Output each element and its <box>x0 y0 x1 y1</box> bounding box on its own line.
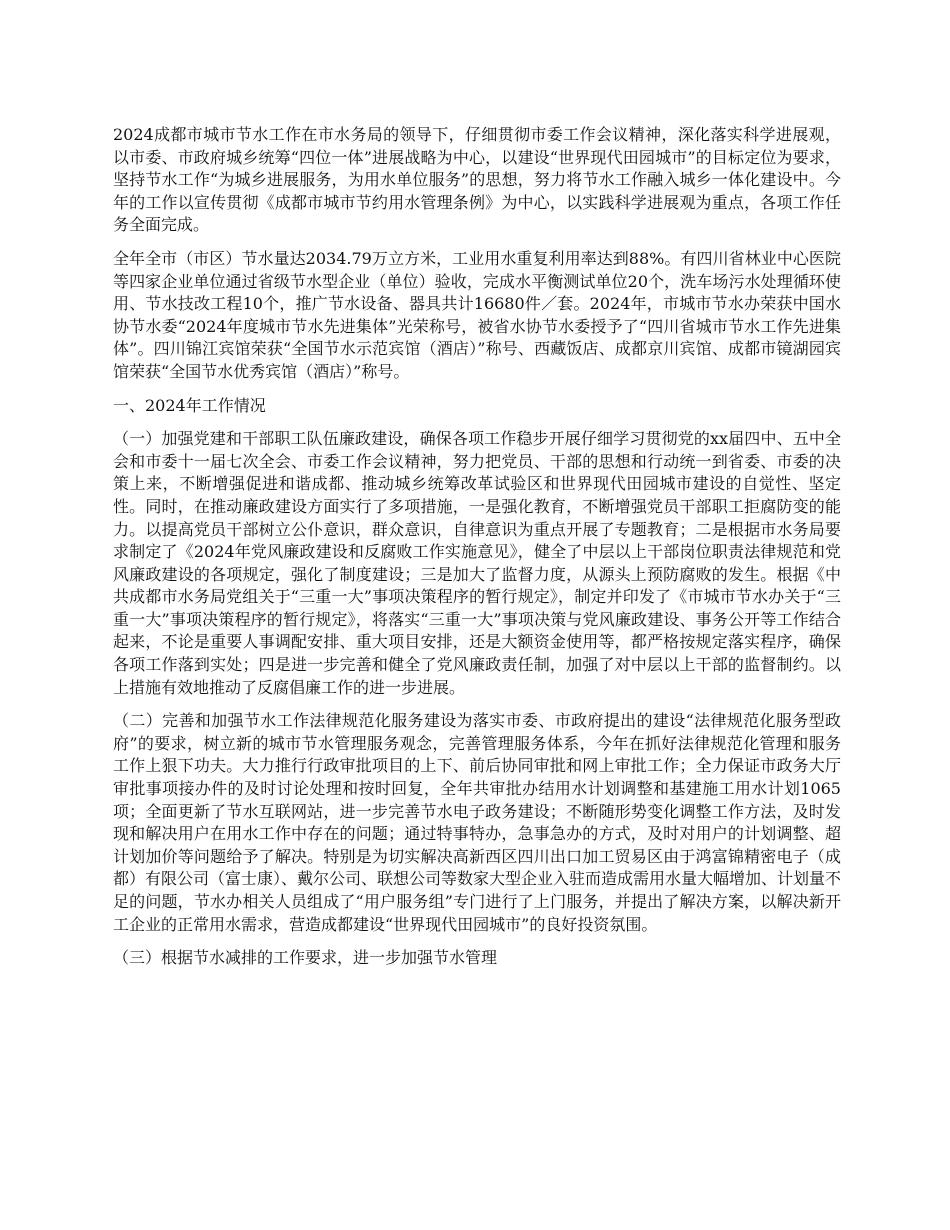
statistics-paragraph: 全年全市（市区）节水量达2034.79万立方米，工业用水重复利用率达到88%。有四川省林业中心医院等四家企业单位通过省级节水型企业（单位）验收，完成水平衡测试单位20个，洗车场污水处理循环使用、节水技改工程10个，推广节水设备、器具共计16680件／套。2024年，市城市节水办荣获中国水协节水委“2024年度城市节水先进集体”光荣称号，被省水协节水委授予了“四川省城市节水工作先进集体”。四川锦江宾馆荣获“全国节水示范宾馆（酒店）”称号、西藏饭店、成都京川宾馆、成都市镜湖园宾馆荣获“全国节水优秀宾馆（酒店）”称号。 <box>113 248 841 381</box>
document-body <box>113 124 841 981</box>
section-heading: 一、2024年工作情况 <box>113 395 266 415</box>
subsection-2-paragraph: （二）完善和加强节水工作法律规范化服务建设为落实市委、市政府提出的建设“法律规范化服务型政府”的要求，树立新的城市节水管理服务观念，完善管理服务体系，今年在抓好法律规范化管理和服务工作上狠下功夫。大力推行行政审批项目的上下、前后协同审批和网上审批工作；全力保证市政务大厅审批事项接办件的及时讨论处理和按时回复，全年共审批办结用水计划调整和基建施工用水计划1065项；全面更新了节水互联网站，进一步完善节水电子政务建设；不断随形势变化调整工作方法，及时发现和解决用户在用水工作中存在的问题；通过特事特办，急事急办的方式，及时对用户的计划调整、超计划加价等问题给予了解决。特别是为切实解决高新西区四川出口加工贸易区由于鸿富锦精密电子（成都）有限公司（富士康）、戴尔公司、联想公司等数家大型企业入驻而造成需用水量大幅增加、计划量不足的问题，节水办相关人员组成了“用户服务组”专门进行了上门服务，并提出了解决方案，以解决新开工企业的正常用水需求，营造成都建设“世界现代田园城市”的良好投资氛围。 <box>113 711 842 934</box>
subsection-3-heading: （三）根据节水减排的工作要求，进一步加强节水管理 <box>113 948 498 968</box>
subsection-1-paragraph: （一）加强党建和干部职工队伍廉政建设，确保各项工作稳步开展仔细学习贯彻党的xx届四中、五中全会和市委十一届七次全会、市委工作会议精神，努力把党员、干部的思想和行动统一到省委、市委的决策上来，不断增强促进和谐成都、推动城乡统筹改革试验区和世界现代田园城市建设的自觉性、坚定性。同时，在推动廉政建设方面实行了多项措施，一是强化教育，不断增强党员干部职工拒腐防变的能力。以提高党员干部树立公仆意识，群众意识，自律意识为重点开展了专题教育；二是根据市水务局要求制定了《2024年党风廉政建设和反腐败工作实施意见》，健全了中层以上干部岗位职责法律规范和党风廉政建设的各项规定，强化了制度建设；三是加大了监督力度，从源头上预防腐败的发生。根据《中共成都市水务局党组关于“三重一大”事项决策程序的暂行规定》，制定并印发了《市城市节水办关于“三重一大”事项决策程序的暂行规定》，将落实“三重一大”事项决策与党风廉政建设、事务公开等工作结合起来，不论是重要人事调配安排、重大项目安排，还是大额资金使用等，都严格按规定落实程序，确保各项工作落到实处；四是进一步完善和健全了党风廉政责任制，加强了对中层以上干部的监督制约。以上措施有效地推动了反腐倡廉工作的进一步进展。 <box>113 429 841 697</box>
intro-paragraph: 2024成都市城市节水工作在市水务局的领导下，仔细贯彻市委工作会议精神，深化落实科学进展观，以市委、市政府城乡统筹“四位一体”进展战略为中心，以建设“世界现代田园城市”的目标定位为要求，坚持节水工作“为城乡进展服务，为用水单位服务”的思想，努力将节水工作融入城乡一体化建设中。今年的工作以宣传贯彻《成都市城市节约用水管理条例》为中心，以实践科学进展观为重点，各项工作任务全面完成。 <box>113 125 841 235</box>
